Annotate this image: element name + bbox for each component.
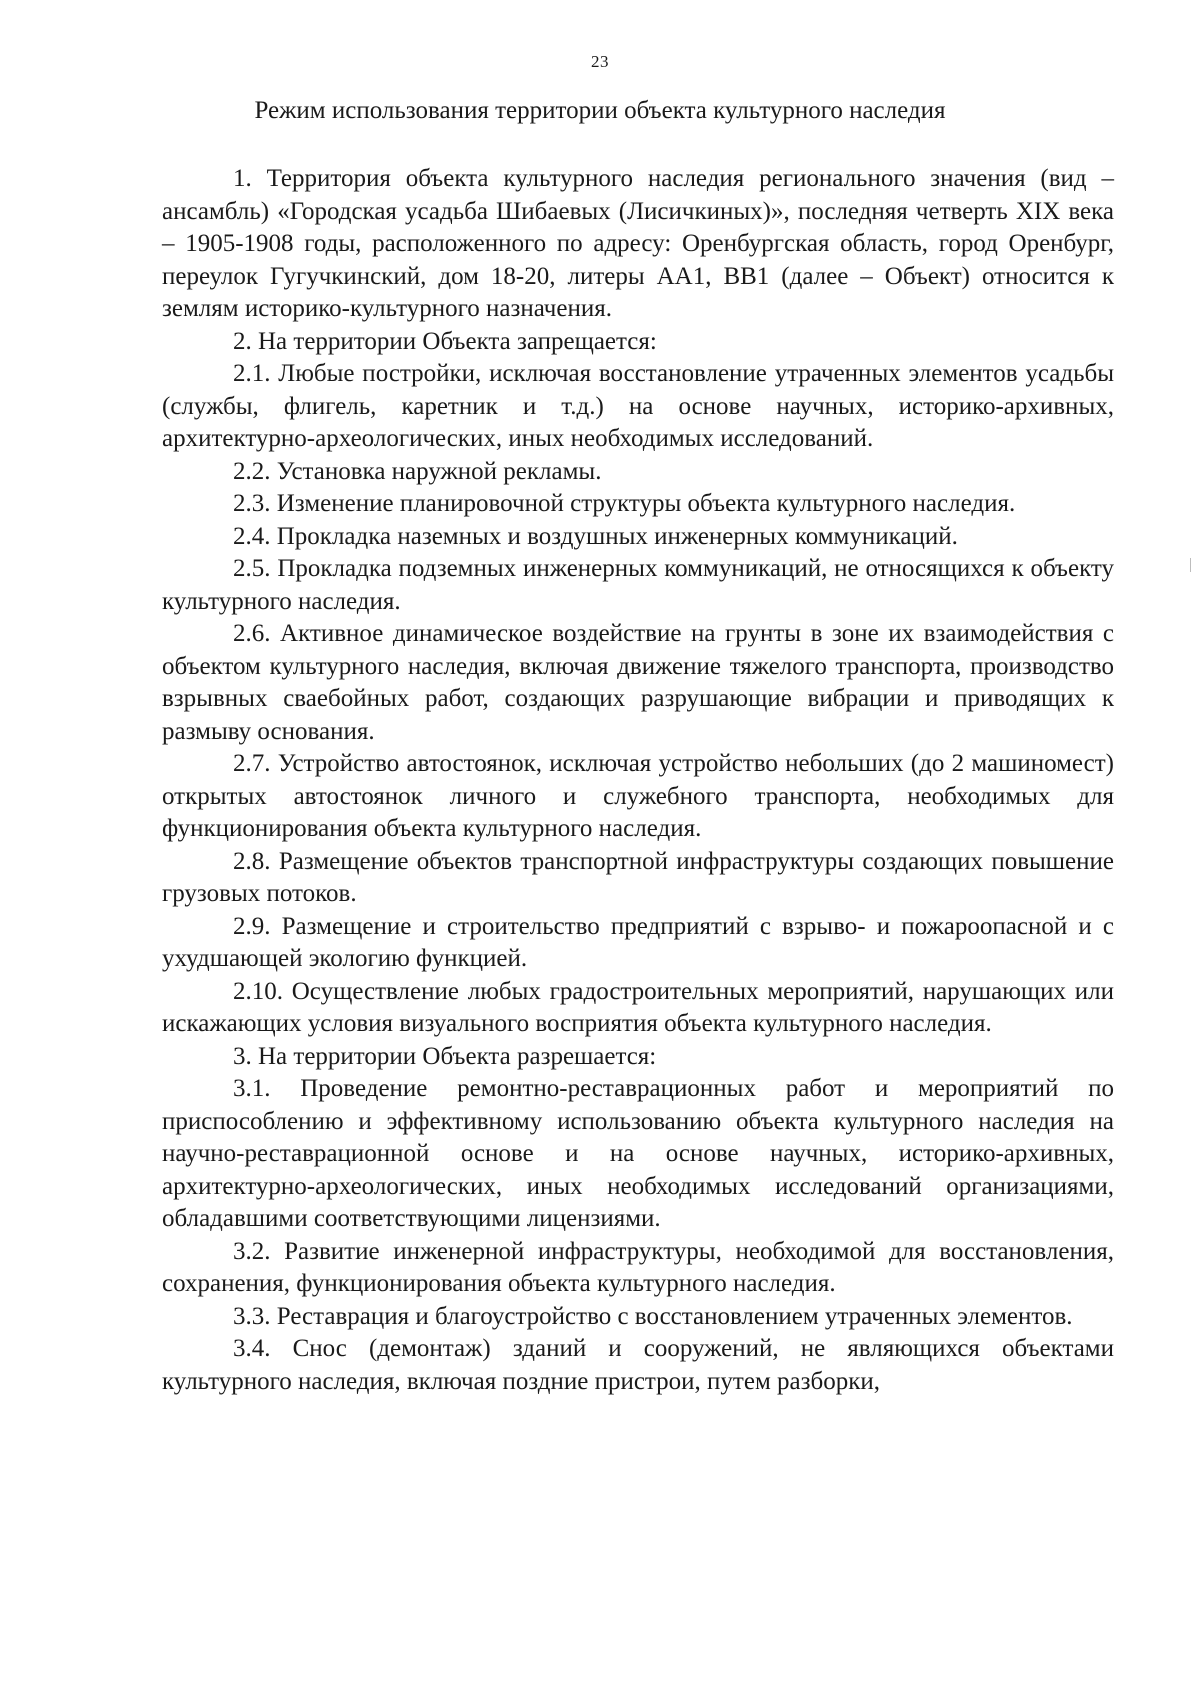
paragraph-2-4: 2.4. Прокладка наземных и воздушных инженерных коммуникаций. [233,522,958,550]
paragraph-3-4: 3.4. Снос (демонтаж) зданий и сооружений, не являющихся объектами культурного наследия, включая поздние пристрои, путем разборки, [162,1335,1114,1395]
paragraph-2-6: 2.6. Активное динамическое воздействие на грунты в зоне их взаимодействия с объектом культурного наследия, включая движение тяжелого транспорта, производство взрывных сваебойных работ, создающих разрушающие вибрации и приводящих к размыву основания. [162,620,1114,745]
document-title: Режим использования территории объекта культурного наследия [254,97,946,124]
paragraph-2-9: 2.9. Размещение и строительство предприятий с взрыво- и пожароопасной и с ухудшающей экологию функцией. [162,912,1114,972]
paragraph-2: 2. На территории Объекта запрещается: [233,327,657,355]
paragraph-3-2: 3.2. Развитие инженерной инфраструктуры, необходимой для восстановления, сохранения, функционирования объекта культурного наследия. [162,1237,1114,1297]
paragraph-3: 3. На территории Объекта разрешается: [233,1042,657,1070]
paragraph-2-5: 2.5. Прокладка подземных инженерных коммуникаций, не относящихся к объекту культурного наследия. [162,555,1114,615]
paragraph-2-10: 2.10. Осуществление любых градостроительных мероприятий, нарушающих или искажающих условия визуального восприятия объекта культурного наследия. [162,977,1114,1037]
paragraph-2-1: 2.1. Любые постройки, исключая восстановление утраченных элементов усадьбы (службы, флигель, каретник и т.д.) на основе научных, историко-архивных, архитектурно-археологических, иных необходимых исследований. [162,360,1114,452]
paragraph-2-8: 2.8. Размещение объектов транспортной инфраструктуры создающих повышение грузовых потоков. [162,847,1114,907]
paragraph-2-2: 2.2. Установка наружной рекламы. [233,457,602,485]
paragraph-3-1: 3.1. Проведение ремонтно-реставрационных работ и мероприятий по приспособлению и эффективному использованию объекта культурного наследия на научно-реставрационной основе и на основе научных, историко-архивных, архитектурно-археологических, иных необходимых исследований организациями, обладавшими соответствующими лицензиями. [162,1075,1114,1232]
paragraph-2-3: 2.3. Изменение планировочной структуры объекта культурного наследия. [233,490,1016,517]
paragraph-3-3: 3.3. Реставрация и благоустройство с восстановлением утраченных элементов. [233,1302,1073,1330]
document-body [162,163,1114,1398]
paragraph-2-7: 2.7. Устройство автостоянок, исключая устройство небольших (до 2 машиномест) открытых автостоянок личного и служебного транспорта, необходимых для функционирования объекта культурного наследия. [162,750,1114,842]
paragraph-1: 1. Территория объекта культурного наследия регионального значения (вид – ансамбль) «Городская усадьба Шибаевых (Лисичкиных)», последняя четверть XIX века – 1905-1908 годы, расположенного по адресу: Оренбургская область, город Оренбург, переулок Гугучкинский, дом 18-20, литеры АА1, ВВ1 (далее – Объект) относится к землям историко-культурного назначения. [162,165,1114,322]
page-number: 23 [591,52,609,71]
scan-artifact-mark [1190,558,1191,572]
